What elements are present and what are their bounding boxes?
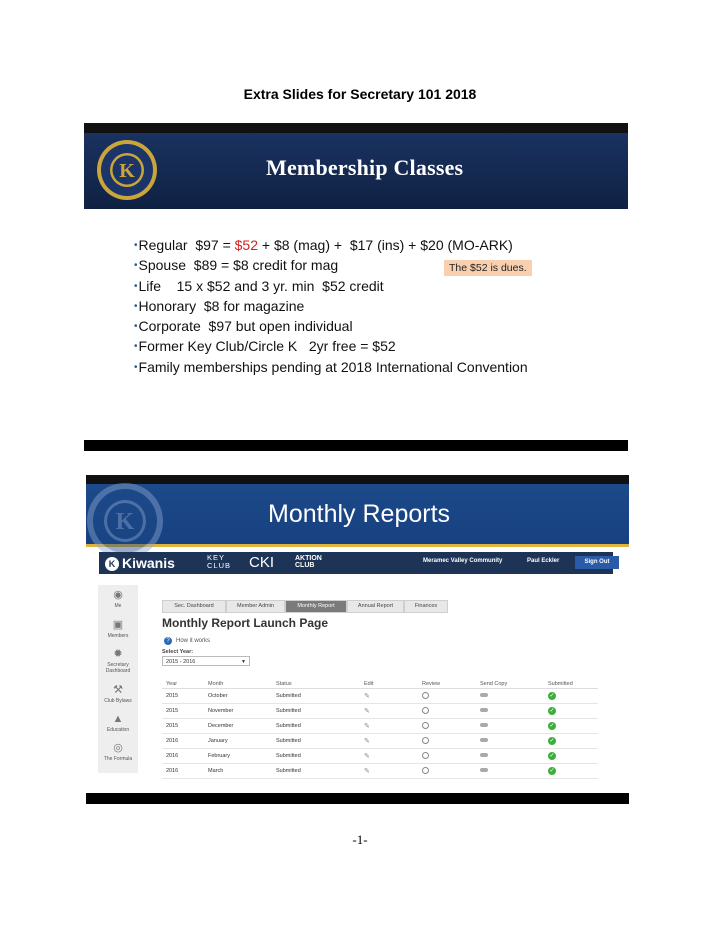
bullet-item xyxy=(134,357,528,377)
gear-icon: ✹ xyxy=(113,648,123,660)
year-cell: 2016 xyxy=(162,749,204,764)
bullet-item xyxy=(134,296,528,316)
month-cell: December xyxy=(204,719,272,734)
year-cell: 2015 xyxy=(162,704,204,719)
bullet-text: Life 15 x $52 and 3 yr. min $52 credit xyxy=(138,277,384,294)
pencil-icon[interactable]: ✎ xyxy=(364,738,370,745)
search-icon[interactable] xyxy=(422,707,429,714)
slide-bottom-bar xyxy=(84,440,628,451)
kiwanis-brand-link[interactable] xyxy=(105,555,175,571)
status-cell: Submitted xyxy=(272,704,360,719)
month-cell: February xyxy=(204,749,272,764)
tab-sec-dashboard[interactable]: Sec. Dashboard xyxy=(162,600,226,613)
bullet-text: Honorary $8 for magazine xyxy=(138,297,305,314)
search-icon[interactable] xyxy=(422,767,429,774)
send-copy-icon[interactable] xyxy=(480,708,488,712)
sign-out-button[interactable]: Sign Out xyxy=(575,556,619,569)
sidebar-item-label: Secretary Dashboard xyxy=(105,662,131,674)
column-header: Edit xyxy=(360,680,418,689)
pencil-icon[interactable]: ✎ xyxy=(364,708,370,715)
kiwanis-k-icon: K xyxy=(105,557,119,571)
sidebar-item-label: Members xyxy=(107,633,129,639)
table-header-row xyxy=(162,680,598,689)
status-cell: Submitted xyxy=(272,689,360,704)
sidebar-item-label: Education xyxy=(106,727,130,733)
slide-title: Membership Classes xyxy=(266,155,464,180)
slide-monthly-reports xyxy=(86,475,629,804)
page-number: -1- xyxy=(352,832,368,847)
sidebar-item-secretary-dashboard[interactable] xyxy=(98,648,138,674)
slide-top-bar xyxy=(86,475,629,484)
year-select-value: 2015 - 2016 xyxy=(166,659,196,665)
formula-icon: ◎ xyxy=(113,742,123,754)
bullet-dot: • xyxy=(134,280,138,292)
bullet-dot: • xyxy=(134,341,138,353)
sidebar-item-label: Club Bylaws xyxy=(104,698,132,704)
status-cell: Submitted xyxy=(272,764,360,779)
table-row xyxy=(162,764,598,779)
cki-link[interactable]: CKI xyxy=(249,554,275,571)
kiwanis-logo-icon xyxy=(96,139,158,201)
sidebar-item-me[interactable] xyxy=(98,589,138,609)
kiwanis-brand-text: Kiwanis xyxy=(122,555,175,571)
send-copy-icon[interactable] xyxy=(480,723,488,727)
year-select[interactable] xyxy=(162,656,250,666)
bullet-text: + $8 (mag) + $17 (ins) + $20 (MO-ARK) xyxy=(258,237,513,253)
svg-text:K: K xyxy=(115,509,135,535)
bullet-dot: • xyxy=(134,240,138,251)
check-icon: ✓ xyxy=(549,738,555,744)
month-cell: October xyxy=(204,689,272,704)
bullet-dot: • xyxy=(134,321,138,333)
table-row xyxy=(162,734,598,749)
check-icon: ✓ xyxy=(549,693,555,699)
pencil-icon[interactable]: ✎ xyxy=(364,768,370,775)
tab-finances[interactable]: Finances xyxy=(404,600,448,613)
sidebar-item-members[interactable] xyxy=(98,619,138,639)
search-icon[interactable] xyxy=(422,752,429,759)
bullet-item xyxy=(134,336,528,356)
graduation-cap-icon: ▲ xyxy=(112,713,124,725)
year-cell: 2016 xyxy=(162,764,204,779)
column-header: Send Copy xyxy=(476,680,544,689)
bullet-text: Regular $97 = xyxy=(138,237,235,253)
month-cell: January xyxy=(204,734,272,749)
document-title: Extra Slides for Secretary 101 2018 xyxy=(243,86,477,102)
slide-top-bar xyxy=(84,123,628,133)
tab-monthly-report[interactable]: Monthly Report xyxy=(285,600,347,613)
dues-amount: $52 xyxy=(234,237,258,253)
bullet-text: Spouse $89 = $8 credit for mag xyxy=(138,257,339,274)
check-icon: ✓ xyxy=(549,768,555,774)
chevron-down-icon: ▼ xyxy=(241,659,246,665)
aktion-club-link[interactable]: AKTION CLUB xyxy=(295,555,322,569)
slide-bottom-bar xyxy=(86,793,629,804)
check-icon: ✓ xyxy=(549,708,555,714)
help-link-text: How it works xyxy=(176,638,211,644)
status-cell: Submitted xyxy=(272,749,360,764)
sidebar-item-label: The Formula xyxy=(103,756,133,762)
status-cell: Submitted xyxy=(272,719,360,734)
bullet-item xyxy=(134,235,528,255)
table-row xyxy=(162,704,598,719)
bullet-text: Family memberships pending at 2018 International Convention xyxy=(138,358,528,375)
kiwanis-logo-icon xyxy=(86,482,164,560)
bullet-item xyxy=(134,276,528,296)
column-header: Month xyxy=(204,680,272,689)
year-cell: 2016 xyxy=(162,734,204,749)
dues-note-callout: The $52 is dues. xyxy=(444,260,532,276)
bullet-dot: • xyxy=(134,361,138,373)
column-header: Review xyxy=(418,680,476,689)
table-row xyxy=(162,689,598,704)
check-icon: ✓ xyxy=(549,723,555,729)
kiwanis-top-nav xyxy=(99,552,613,574)
membership-bullet-list xyxy=(134,235,528,377)
bullet-dot: • xyxy=(134,260,138,272)
column-header: Year xyxy=(162,680,204,689)
send-copy-icon[interactable] xyxy=(480,768,488,772)
column-header: Status xyxy=(272,680,360,689)
search-icon[interactable] xyxy=(422,722,429,729)
send-copy-icon[interactable] xyxy=(480,693,488,697)
page-title: Monthly Report Launch Page xyxy=(162,616,329,630)
sidebar-item-label: Me xyxy=(114,603,122,609)
bullet-dot: • xyxy=(134,300,138,312)
table-row xyxy=(162,719,598,734)
pencil-icon[interactable]: ✎ xyxy=(364,723,370,730)
pencil-icon[interactable]: ✎ xyxy=(364,753,370,760)
month-cell: March xyxy=(204,764,272,779)
status-cell: Submitted xyxy=(272,734,360,749)
slide-header xyxy=(84,133,628,209)
sidebar-item-club-bylaws[interactable] xyxy=(98,684,138,704)
bullet-text: Corporate $97 but open individual xyxy=(138,318,353,335)
bullet-text: Former Key Club/Circle K 2yr free = $52 xyxy=(138,338,396,355)
user-name: Paul Eckler xyxy=(527,558,560,564)
month-cell: November xyxy=(204,704,272,719)
tab-annual-report[interactable]: Annual Report xyxy=(347,600,404,613)
svg-text:K: K xyxy=(119,160,135,182)
left-sidebar xyxy=(98,585,138,773)
year-cell: 2015 xyxy=(162,689,204,704)
monthly-report-table xyxy=(162,680,598,779)
select-year-label: Select Year: xyxy=(162,649,194,655)
slide-title: Monthly Reports xyxy=(268,500,451,528)
slide-membership-classes xyxy=(84,123,628,451)
check-icon: ✓ xyxy=(549,753,555,759)
slide-header xyxy=(86,484,629,547)
send-copy-icon[interactable] xyxy=(480,738,488,742)
how-it-works-link[interactable] xyxy=(164,637,210,645)
search-icon[interactable] xyxy=(422,737,429,744)
gavel-icon: ⚒ xyxy=(113,684,123,696)
search-icon[interactable] xyxy=(422,692,429,699)
column-header: Submitted xyxy=(544,680,598,689)
sidebar-item-education[interactable] xyxy=(98,713,138,733)
club-name: Meramec Valley Community xyxy=(423,558,503,564)
key-club-link[interactable]: KEY CLUB xyxy=(207,553,232,570)
table-row xyxy=(162,749,598,764)
members-icon: ▣ xyxy=(112,619,124,631)
year-cell: 2015 xyxy=(162,719,204,734)
tab-member-admin[interactable]: Member Admin xyxy=(226,600,285,613)
help-icon: ? xyxy=(164,637,172,645)
send-copy-icon[interactable] xyxy=(480,753,488,757)
pencil-icon[interactable]: ✎ xyxy=(364,693,370,700)
bullet-item xyxy=(134,316,528,336)
person-icon: ◉ xyxy=(113,589,123,601)
sidebar-item-the-formula[interactable] xyxy=(98,742,138,762)
